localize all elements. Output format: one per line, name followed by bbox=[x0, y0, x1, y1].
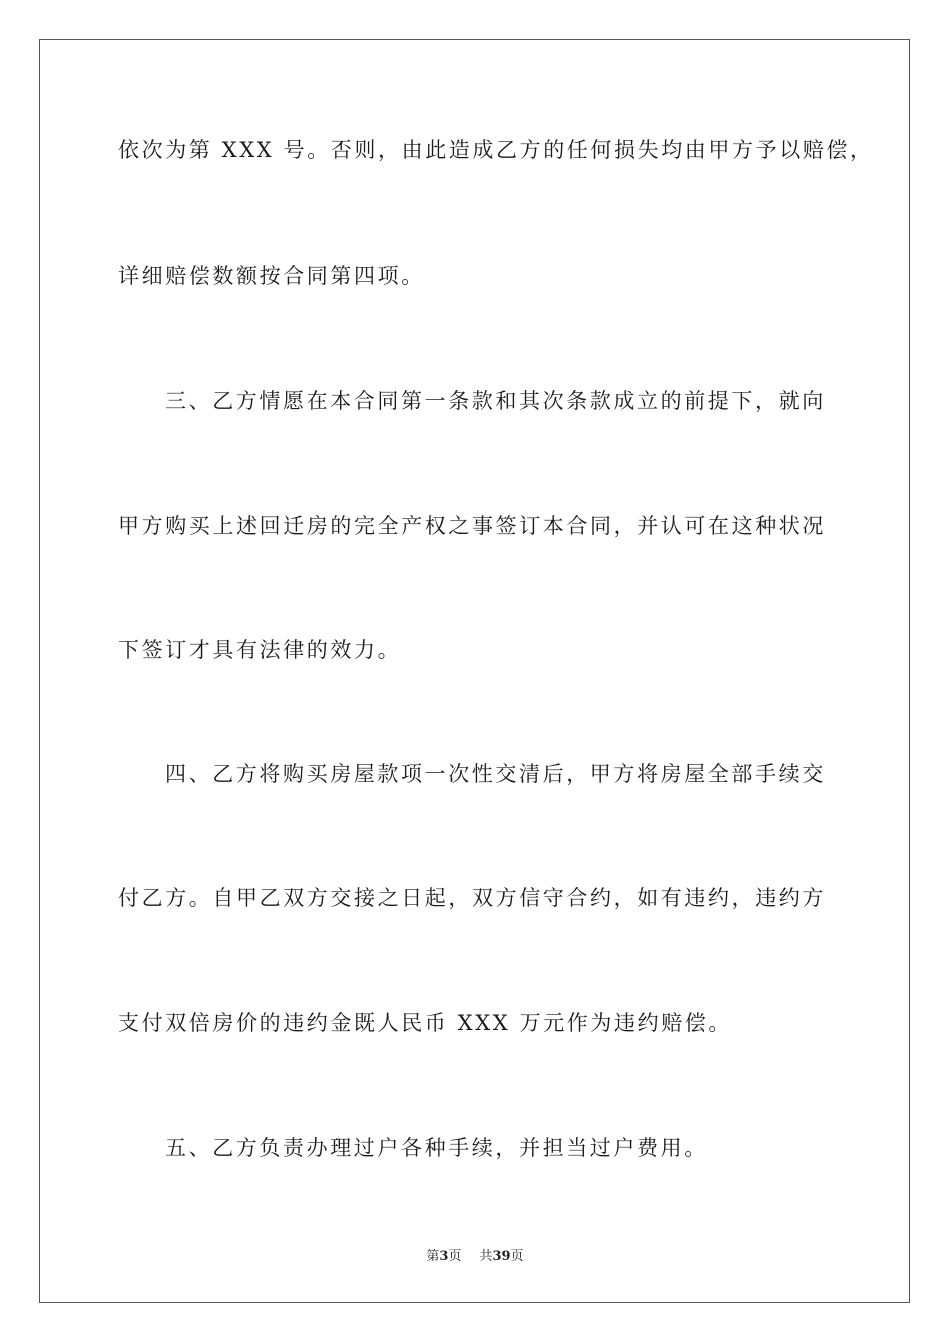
total-suffix: 页 bbox=[510, 1249, 524, 1264]
page-number: 3 bbox=[439, 1249, 449, 1264]
text-line-4: 甲方购买上述回迁房的完全产权之事签订本合同，并认可在这种状况 bbox=[118, 514, 826, 538]
page-suffix: 页 bbox=[448, 1249, 462, 1264]
text-line-8: 支付双倍房价的违约金既人民币 XXX 万元作为违约赔偿。 bbox=[118, 1011, 732, 1035]
text-line-5: 下签订才具有法律的效力。 bbox=[118, 638, 402, 662]
text-line-3: 三、乙方情愿在本合同第一条款和其次条款成立的前提下，就向 bbox=[165, 389, 826, 413]
text-line-1: 依次为第 XXX 号。否则，由此造成乙方的任何损失均由甲方予以赔偿， bbox=[118, 138, 874, 162]
page-prefix: 第 bbox=[426, 1249, 440, 1264]
total-pages: 39 bbox=[492, 1249, 511, 1264]
total-prefix: 共 bbox=[479, 1249, 493, 1264]
text-line-6: 四、乙方将购买房屋款项一次性交清后，甲方将房屋全部手续交 bbox=[165, 762, 826, 786]
text-line-2: 详细赔偿数额按合同第四项。 bbox=[118, 264, 425, 288]
text-line-9: 五、乙方负责办理过户各种手续，并担当过户费用。 bbox=[165, 1136, 708, 1160]
text-line-7: 付乙方。自甲乙双方交接之日起，双方信守合约，如有违约，违约方 bbox=[118, 886, 826, 910]
page-border bbox=[39, 39, 910, 1303]
page-footer bbox=[0, 1248, 950, 1266]
